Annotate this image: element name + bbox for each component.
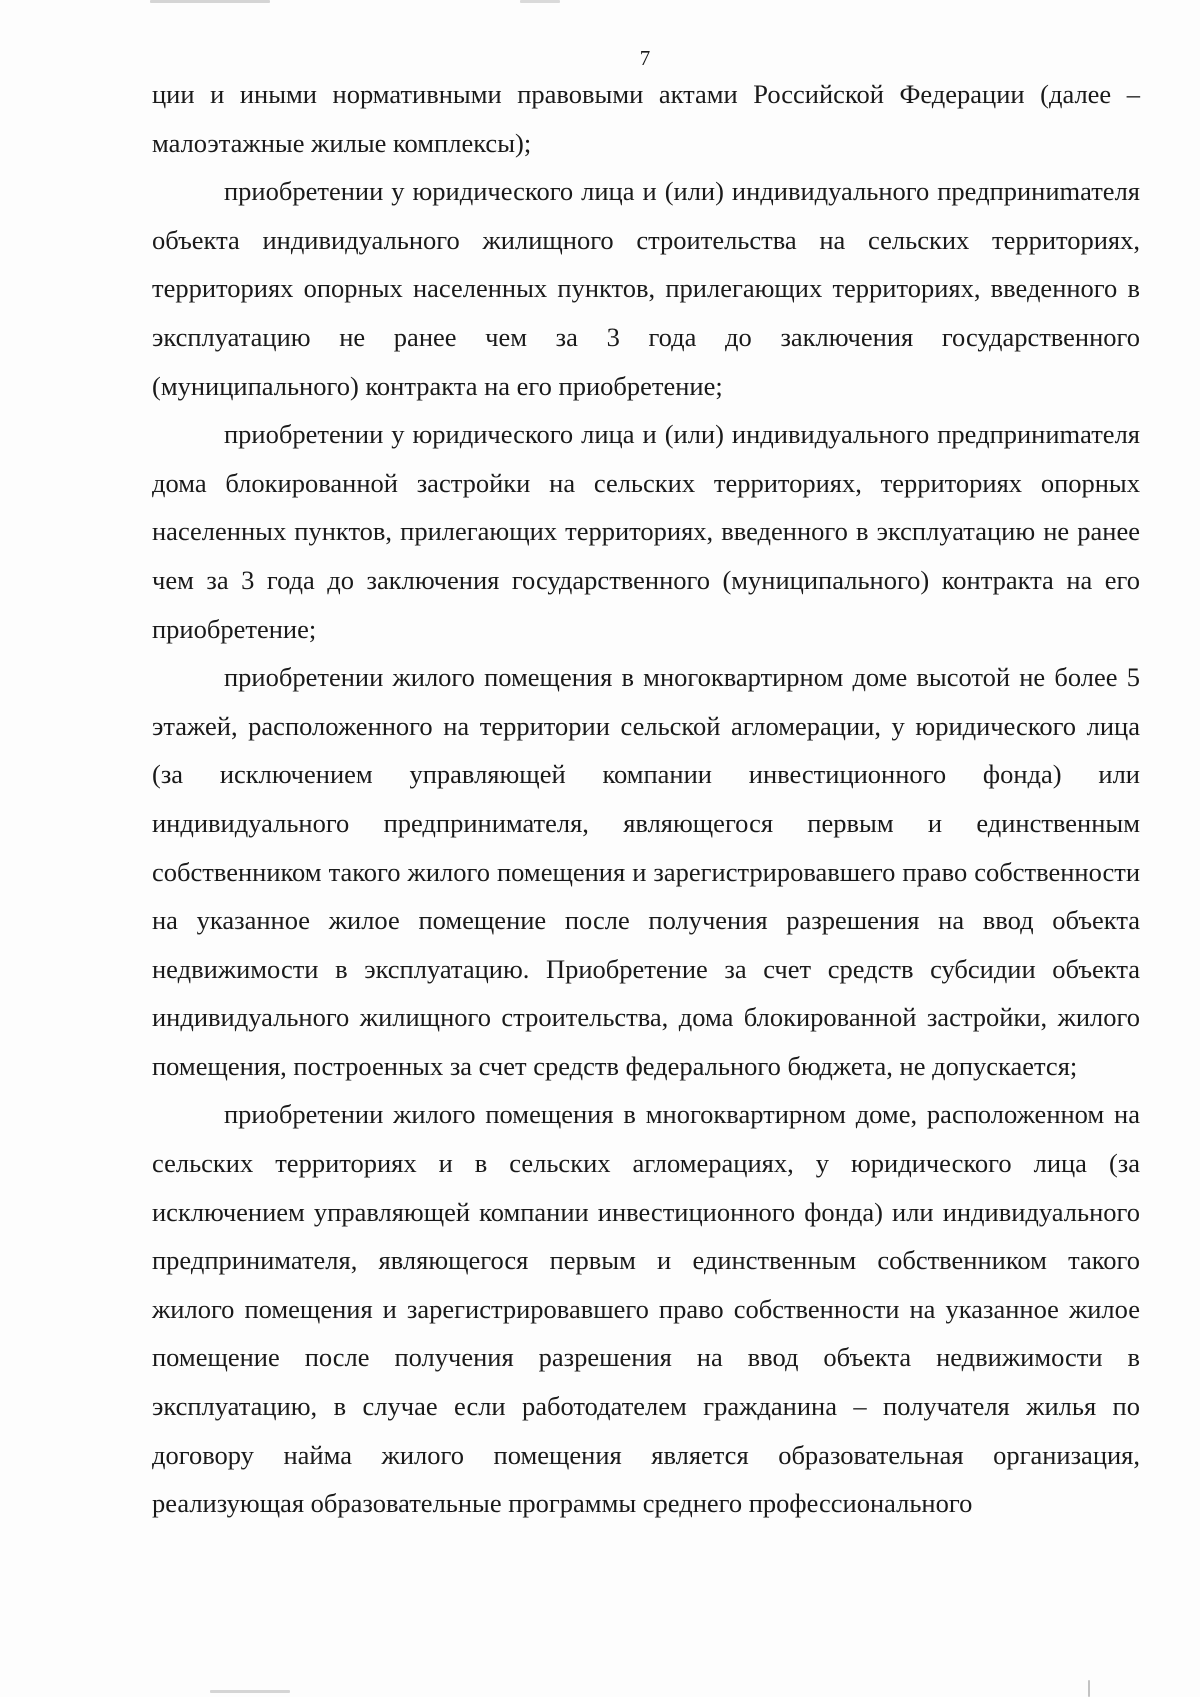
paragraph-1: ции и иными нормативными правовыми актами Российской Федерации (далее – малоэтажные жилые комплексы); bbox=[152, 79, 1140, 158]
paragraph-5: приобретении жилого помещения в многоквартирном доме, расположенном на сельских территориях и в сельских агломерациях, у юридического лица (за исключением управляющей компании инвестиционного фонда) или индивидуального предпринимателя, являющегося первым и единственным собственником такого жилого помещения и зарегистрировавшего право собственности на указанное жилое помещение после получения разрешения на ввод объекта недвижимости в эксплуатацию, в случае если работодателем гражданина – получателя жилья по договору найма жилого помещения является образовательная организация, реализующая образовательные программы среднего профессионального bbox=[152, 1099, 1140, 1519]
document-body bbox=[152, 70, 1140, 1528]
paragraph-2: приобретении у юридического лица и (или) индивидуального предприниmателя объекта индивидуального жилищного строительства на сельских территориях, территориях опорных населенных пунктов, прилегающих территориях, введенного в эксплуатацию не ранее чем за 3 года до заключения государственного (муниципального) контракта на его приобретение; bbox=[152, 176, 1140, 401]
scan-artifact-bottom-left bbox=[210, 1690, 290, 1693]
scan-artifact-bottom-right bbox=[1088, 1680, 1090, 1697]
paragraph-3: приобретении у юридического лица и (или) индивидуального предприниmателя дома блокированной застройки на сельских территориях, территориях опорных населенных пунктов, прилегающих территориях, введенного в эксплуатацию не ранее чем за 3 года до заключения государственного (муниципального) контракта на его приобретение; bbox=[152, 419, 1140, 644]
paragraph-4: приобретении жилого помещения в многоквартирном доме высотой не более 5 этажей, расположенного на территории сельской агломерации, у юридического лица (за исключением управляющей компании инвестиционного фонда) или индивидуального предпринимателя, являющегося первым и единственным собственником такого жилого помещения и зарегистрировавшего право собственности на указанное жилое помещение после получения разрешения на ввод объекта недвижимости в эксплуатацию. Приобретение за счет средств субсидии объекта индивидуального жилищного строительства, дома блокированной застройки, жилого помещения, построенных за счет средств федерального бюджета, не допускается; bbox=[152, 662, 1140, 1081]
page-number: 7 bbox=[639, 46, 651, 70]
scan-artifact-top-left bbox=[150, 0, 270, 3]
scan-artifact-top-mid bbox=[520, 0, 560, 3]
